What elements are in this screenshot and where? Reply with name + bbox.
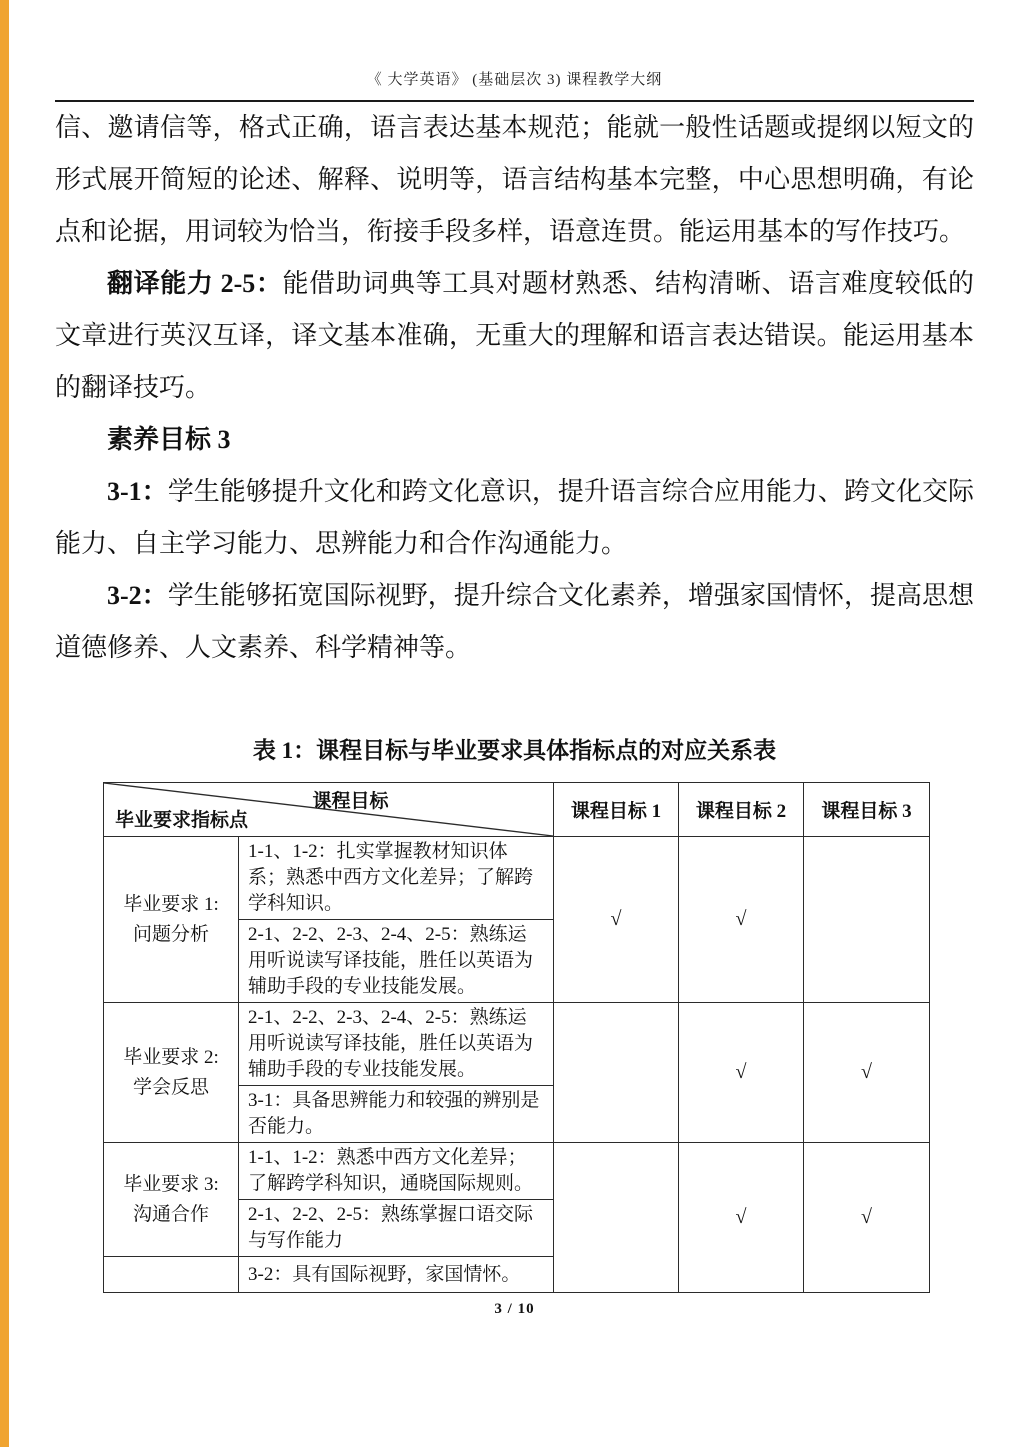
paragraph-lead: 素养目标 3 <box>107 425 231 454</box>
requirement-cell-2 <box>104 1003 239 1143</box>
column-header-goal-2: 课程目标 2 <box>679 783 804 837</box>
check-cell-goal2: √ <box>679 1003 804 1143</box>
column-header-goal-3: 课程目标 3 <box>804 783 930 837</box>
indicator-cell: 2-1、2-2、2-3、2-4、2-5：熟练运用听说读写译技能，胜任以英语为辅助手段的专业技能发展。 <box>239 920 554 1003</box>
requirement-cell-empty <box>104 1257 239 1293</box>
heading-literacy-goal-3 <box>55 414 974 466</box>
table-row <box>104 837 930 920</box>
table-title: 表 1：课程目标与毕业要求具体指标点的对应关系表 <box>252 738 777 763</box>
indicator-cell: 2-1、2-2、2-5：熟练掌握口语交际与写作能力 <box>239 1200 554 1257</box>
paragraph-text: 学生能够提升文化和跨文化意识，提升语言综合应用能力、跨文化交际能力、自主学习能力、思辨能力和合作沟通能力。 <box>55 477 974 558</box>
paragraph-lead: 3-2： <box>107 581 168 610</box>
paragraph-goal-3-2 <box>55 570 974 674</box>
corner-label-course-goals: 课程目标 <box>312 791 389 812</box>
check-cell-goal2: √ <box>679 837 804 1003</box>
body-text <box>55 102 974 674</box>
requirement-sublabel: 沟通合作 <box>132 1203 209 1225</box>
table-row <box>104 1003 930 1086</box>
table-header-row <box>104 783 930 837</box>
paragraph-translation-ability <box>55 258 974 414</box>
check-cell-goal1 <box>554 1003 679 1143</box>
paragraph-lead: 3-1： <box>107 477 168 506</box>
indicator-cell: 2-1、2-2、2-3、2-4、2-5：熟练运用听说读写译技能，胜任以英语为辅助手段的专业技能发展。 <box>239 1003 554 1086</box>
requirement-label: 毕业要求 1: <box>123 893 219 915</box>
requirement-cell-1 <box>104 837 239 1003</box>
paragraph-goal-3-1 <box>55 466 974 570</box>
check-cell-goal3 <box>804 837 930 1003</box>
requirement-sublabel: 学会反思 <box>132 1076 209 1098</box>
requirement-cell-3 <box>104 1143 239 1257</box>
check-cell-goal1: √ <box>554 837 679 1003</box>
indicator-cell: 3-1：具备思辨能力和较强的辨别是否能力。 <box>239 1086 554 1143</box>
running-header-title: 《 大学英语》 (基础层次 3) 课程教学大纲 <box>366 72 663 88</box>
column-header-goal-1: 课程目标 1 <box>554 783 679 837</box>
indicator-cell: 1-1、1-2：扎实掌握教材知识体系；熟悉中西方文化差异；了解跨学科知识。 <box>239 837 554 920</box>
corner-label-graduation-indicators: 毕业要求指标点 <box>115 810 249 831</box>
paragraph-lead: 翻译能力 2-5： <box>107 269 283 298</box>
paragraph-text: 能借助词典等工具对题材熟悉、结构清晰、语言难度较低的文章进行英汉互译，译文基本准确，无重大的理解和语言表达错误。能运用基本的翻译技巧。 <box>55 269 974 402</box>
left-accent-stripe <box>0 0 9 1447</box>
mapping-table <box>103 782 930 1293</box>
requirement-label: 毕业要求 3: <box>123 1173 219 1195</box>
diagonal-header-cell <box>104 783 554 837</box>
running-header <box>55 0 974 102</box>
requirement-label: 毕业要求 2: <box>123 1046 219 1068</box>
page-number: 3 / 10 <box>494 1301 535 1317</box>
paragraph-writing-continuation <box>55 102 974 258</box>
check-cell-goal3: √ <box>804 1003 930 1143</box>
check-cell-goal2: √ <box>679 1143 804 1293</box>
table-row <box>104 1143 930 1200</box>
check-cell-goal1 <box>554 1143 679 1293</box>
indicator-cell: 1-1、1-2：熟悉中西方文化差异；了解跨学科知识，通晓国际规则。 <box>239 1143 554 1200</box>
indicator-cell: 3-2：具有国际视野，家国情怀。 <box>239 1257 554 1293</box>
paragraph-text: 学生能够拓宽国际视野，提升综合文化素养，增强家国情怀，提高思想道德修养、人文素养、科学精神等。 <box>55 581 974 662</box>
requirement-sublabel: 问题分析 <box>132 923 209 945</box>
paragraph-text: 信、邀请信等，格式正确，语言表达基本规范；能就一般性话题或提纲以短文的形式展开简短的论述、解释、说明等，语言结构基本完整，中心思想明确，有论点和论据，用词较为恰当，衔接手段多样，语意连贯。能运用基本的写作技巧。 <box>55 113 974 246</box>
check-cell-goal3: √ <box>804 1143 930 1293</box>
